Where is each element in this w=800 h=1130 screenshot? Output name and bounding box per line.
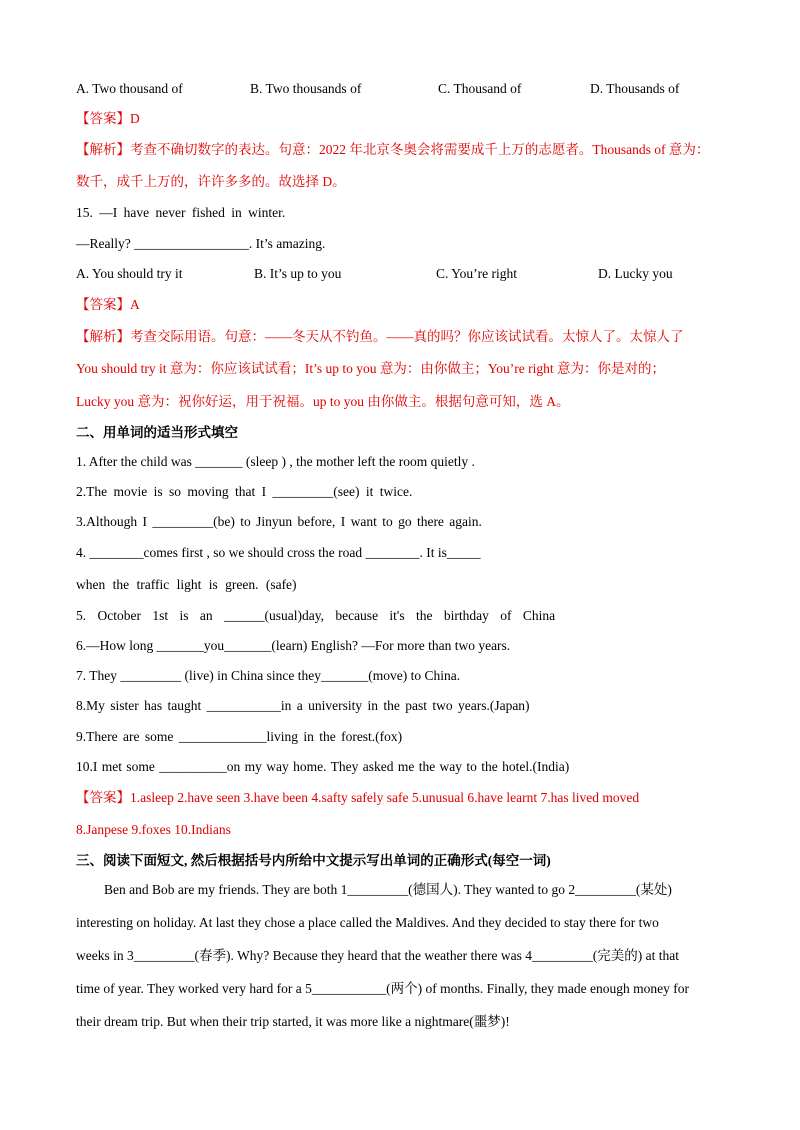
section2-item-3: 3.Although I _________(be) to Jinyun before, I want to go there again. — [76, 514, 482, 529]
q15-option-b: B. It’s up to you — [254, 266, 342, 281]
section3-passage-line-1: Ben and Bob are my friends. They are both 1_________(德国人). They wanted to go 2_________(某处) — [104, 882, 672, 897]
section3-passage-line-4: time of year. They worked very hard for a 5___________(两个) of months. Finally, they made enough money for — [76, 981, 689, 996]
q14-analysis-line-2: 数千，成千上万的，许许多多的。故选择 D。 — [76, 174, 346, 189]
section2-answer-line-2: 8.Janpese 9.foxes 10.Indians — [76, 822, 231, 837]
section2-item-6: 6.—How long _______you_______(learn) English? —For more than two years. — [76, 638, 511, 653]
section2-item-5: 5. October 1st is an ______(usual)day, because it's the birthday of China — [76, 608, 556, 623]
section2-item-2: 2.The movie is so moving that I _________(see) it twice. — [76, 484, 413, 499]
q15-answer: 【答案】A — [76, 297, 140, 312]
section2-item-1: 1. After the child was _______ (sleep ) , the mother left the room quietly . — [76, 454, 475, 469]
section2-item-10: 10.I met some __________on my way home. They asked me the way to the hotel.(India) — [76, 759, 570, 774]
q15-analysis-line-1: 【解析】考查交际用语。句意：——冬天从不钓鱼。——真的吗？你应该试试看。太惊人了。太惊人了 — [76, 329, 684, 344]
section2-item-8: 8.My sister has taught ___________in a university in the past two years.(Japan) — [76, 698, 530, 713]
section2-heading: 二、用单词的适当形式填空 — [76, 425, 238, 440]
q15-option-d: D. Lucky you — [598, 266, 673, 281]
q15-analysis-line-2: You should try it 意为：你应该试试看；It’s up to you 意为：由你做主；You’re right 意为：你是对的； — [76, 361, 666, 376]
section2-item-4: 4. ________comes first , so we should cross the road ________. It is_____ — [76, 545, 481, 560]
q15-reply: —Really? _________________. It’s amazing. — [76, 236, 326, 251]
q14-option-a: A. Two thousand of — [76, 81, 183, 96]
q14-option-b: B. Two thousands of — [250, 81, 362, 96]
section2-item-4-cont: when the traffic light is green. (safe) — [76, 577, 297, 592]
q14-option-c: C. Thousand of — [438, 81, 522, 96]
q15-stem: 15. —I have never fished in winter. — [76, 205, 286, 220]
section3-heading: 三、阅读下面短文, 然后根据括号内所给中文提示写出单词的正确形式(每空一词) — [76, 853, 551, 868]
section3-passage-line-5: their dream trip. But when their trip started, it was more like a nightmare(噩梦)! — [76, 1014, 510, 1029]
section3-passage-line-3: weeks in 3_________(春季). Why? Because they heard that the weather there was 4_________(完美的) at that — [76, 948, 679, 963]
section2-item-9: 9.There are some _____________living in the forest.(fox) — [76, 729, 403, 744]
section3-passage-line-2: interesting on holiday. At last they chose a place called the Maldives. And they decided to stay there for two — [76, 915, 659, 930]
q14-answer: 【答案】D — [76, 111, 140, 126]
q14-analysis-line-1: 【解析】考查不确切数字的表达。句意：2022 年北京冬奥会将需要成千上万的志愿者。Thousands of 意为： — [76, 142, 710, 157]
q15-analysis-line-3: Lucky you 意为：祝你好运，用于祝福。up to you 由你做主。根据句意可知，选 A。 — [76, 394, 570, 409]
q15-option-c: C. You’re right — [436, 266, 518, 281]
section2-item-7: 7. They _________ (live) in China since they_______(move) to China. — [76, 668, 461, 683]
q15-option-a: A. You should try it — [76, 266, 183, 281]
section2-answer-line-1: 【答案】1.asleep 2.have seen 3.have been 4.safty safely safe 5.unusual 6.have learnt 7.has lived moved — [76, 790, 640, 805]
q14-option-d: D. Thousands of — [590, 81, 680, 96]
